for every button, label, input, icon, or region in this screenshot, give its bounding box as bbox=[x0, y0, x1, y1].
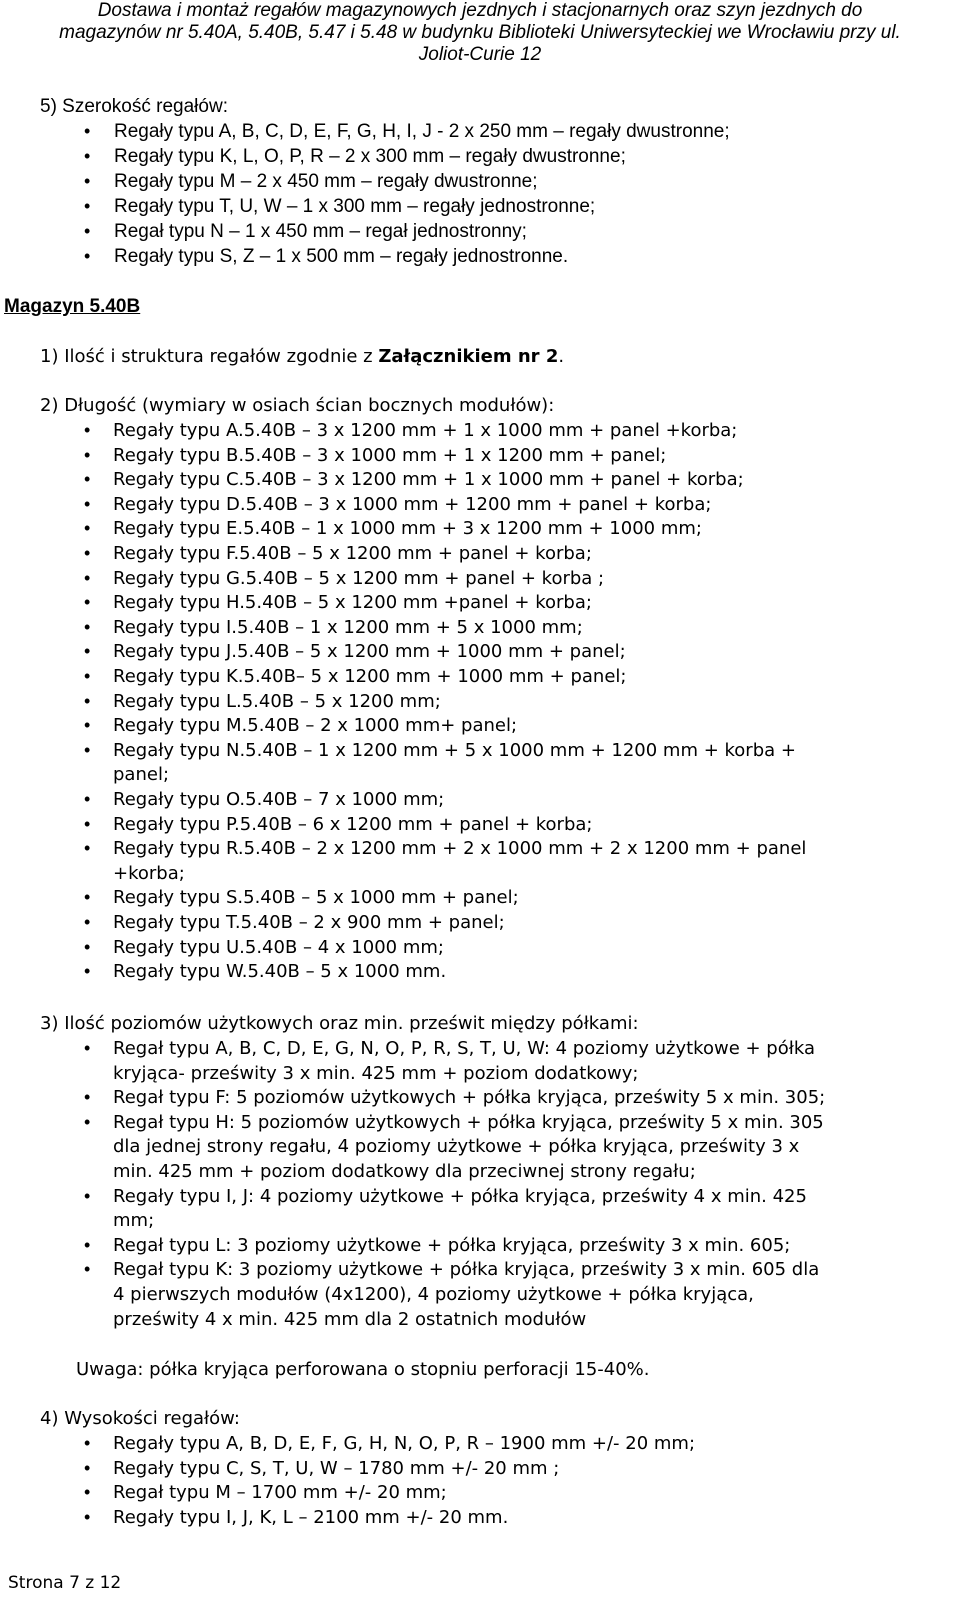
list-item: 4 pierwszych modułów (4x1200), 4 poziomy użytkowe + półka kryjąca, bbox=[113, 1284, 754, 1305]
bullet-icon: • bbox=[84, 789, 91, 809]
bullet-icon: • bbox=[84, 221, 91, 241]
list-item: Regały typu I, J: 4 poziomy użytkowe + półka kryjąca, prześwity 4 x min. 425 bbox=[113, 1185, 807, 1207]
bullet-icon: • bbox=[84, 1482, 91, 1503]
bullet-icon: • bbox=[84, 171, 91, 191]
bullet-icon: • bbox=[84, 1038, 91, 1058]
list-item: Regał typu K: 3 poziomy użytkowe + półka kryjąca, prześwity 3 x min. 605 dla bbox=[113, 1259, 820, 1281]
bullet-icon: • bbox=[84, 961, 91, 982]
list-item: Regały typu T.5.40B – 2 x 900 mm + panel; bbox=[113, 912, 505, 933]
list-item: Regały typu P.5.40B – 6 x 1200 mm + panel + korba; bbox=[113, 813, 593, 835]
list-item: Regały typu A.5.40B – 3 x 1200 mm + 1 x 1000 mm + panel +korba; bbox=[113, 420, 738, 441]
list-item: Regały typu G.5.40B – 5 x 1200 mm + panel + korba ; bbox=[113, 567, 605, 589]
list-item: Regały typu K, L, O, P, R – 2 x 300 mm – regały dwustronne; bbox=[114, 146, 626, 167]
bullet-icon: • bbox=[84, 616, 91, 637]
list-item: mm; bbox=[113, 1210, 155, 1232]
list-item: Regały typu A, B, C, D, E, F, G, H, I, J - 2 x 250 mm – regały dwustronne; bbox=[114, 121, 730, 142]
list-item: Regały typu M.5.40B – 2 x 1000 mm+ panel; bbox=[113, 715, 518, 737]
bullet-icon: • bbox=[84, 715, 91, 736]
list-item: Regały typu C.5.40B – 3 x 1200 mm + 1 x 1000 mm + panel + korba; bbox=[113, 469, 744, 491]
list-item: Regały typu K.5.40B– 5 x 1200 mm + 1000 mm + panel; bbox=[113, 666, 627, 687]
section-title: Magazyn 5.40B bbox=[4, 296, 141, 317]
bullet-icon: • bbox=[84, 641, 91, 662]
list-item: Regał typu L: 3 poziomy użytkowe + półka kryjąca, prześwity 3 x min. 605; bbox=[113, 1234, 791, 1256]
bullet-icon: • bbox=[84, 1185, 91, 1206]
document-header bbox=[0, 0, 960, 66]
bullet-icon: • bbox=[84, 1457, 91, 1478]
list-item: min. 425 mm + poziom dodatkowy dla przeciwnej strony regału; bbox=[113, 1161, 696, 1182]
header-line-1: Dostawa i montaż regałów magazynowych jezdnych i stacjonarnych oraz szyn jezdnych do bbox=[97, 0, 863, 21]
list-item: Regały typu A, B, D, E, F, G, H, N, O, P, R – 1900 mm +/- 20 mm; bbox=[113, 1433, 696, 1454]
list-item: Regały typu F.5.40B – 5 x 1200 mm + panel + korba; bbox=[113, 543, 592, 564]
bullet-icon: • bbox=[84, 1234, 91, 1255]
bullet-icon: • bbox=[84, 543, 91, 563]
bullet-icon: • bbox=[84, 1259, 91, 1280]
bullet-icon: • bbox=[84, 444, 91, 465]
bullet-icon: • bbox=[84, 936, 91, 957]
bullet-icon: • bbox=[84, 666, 91, 686]
bullet-icon: • bbox=[84, 1506, 91, 1527]
bullet-icon: • bbox=[84, 1111, 91, 1132]
bullet-icon: • bbox=[84, 912, 91, 932]
list-item: Regały typu S, Z – 1 x 500 mm – regały jednostronne. bbox=[114, 246, 569, 267]
bullet-icon: • bbox=[84, 567, 91, 588]
bullet-icon: • bbox=[84, 196, 91, 216]
list-item: Regały typu D.5.40B – 3 x 1000 mm + 1200 mm + panel + korba; bbox=[113, 493, 712, 515]
list-item: Regały typu S.5.40B – 5 x 1000 mm + panel; bbox=[113, 887, 519, 909]
header-line-2: magazynów nr 5.40A, 5.40B, 5.47 i 5.48 w budynku Biblioteki Uniwersyteckiej we Wrocławiu przy ul. bbox=[59, 22, 901, 43]
section-5-heading: 5) Szerokość regałów: bbox=[40, 96, 228, 117]
list-item: Regały typu U.5.40B – 4 x 1000 mm; bbox=[113, 936, 444, 958]
list-item: Regały typu W.5.40B – 5 x 1000 mm. bbox=[113, 961, 447, 983]
note-text: Uwaga: półka kryjąca perforowana o stopniu perforacji 15-40%. bbox=[76, 1359, 650, 1380]
bullet-icon: • bbox=[84, 146, 91, 166]
list-item: Regał typu H: 5 poziomów użytkowych + półka kryjąca, prześwity 5 x min. 305 bbox=[113, 1111, 824, 1133]
bullet-icon: • bbox=[84, 121, 91, 141]
section-4-heading: 4) Wysokości regałów: bbox=[40, 1408, 240, 1429]
list-item: Regały typu B.5.40B – 3 x 1000 mm + 1 x 1200 mm + panel; bbox=[113, 444, 667, 466]
numbered-item-2-heading: 2) Długość (wymiary w osiach ścian bocznych modułów): bbox=[40, 395, 555, 416]
bullet-icon: • bbox=[84, 493, 91, 514]
bullet-icon: • bbox=[84, 246, 91, 266]
bullet-icon: • bbox=[84, 420, 91, 440]
list-item: Regały typu C, S, T, U, W – 1780 mm +/- 20 mm ; bbox=[113, 1457, 560, 1479]
list-item: Regały typu L.5.40B – 5 x 1200 mm; bbox=[113, 690, 441, 712]
bullet-icon: • bbox=[84, 838, 91, 859]
list-item: panel; bbox=[113, 764, 170, 786]
list-item: Regał typu N – 1 x 450 mm – regał jednostronny; bbox=[114, 221, 527, 242]
header-line-3: Joliot-Curie 12 bbox=[418, 44, 542, 65]
bullet-icon: • bbox=[84, 518, 91, 539]
list-item: Regał typu F: 5 poziomów użytkowych + półka kryjąca, prześwity 5 x min. 305; bbox=[113, 1087, 826, 1109]
bullet-icon: • bbox=[84, 887, 91, 908]
list-item: Regał typu A, B, C, D, E, G, N, O, P, R, S, T, U, W: 4 poziomy użytkowe + półka bbox=[113, 1038, 815, 1059]
bullet-icon: • bbox=[84, 469, 91, 490]
list-item: Regały typu J.5.40B – 5 x 1200 mm + 1000 mm + panel; bbox=[113, 641, 626, 663]
bullet-icon: • bbox=[84, 1433, 91, 1453]
section-3-heading: 3) Ilość poziomów użytkowych oraz min. prześwit między półkami: bbox=[40, 1013, 639, 1034]
bullet-icon: • bbox=[84, 592, 91, 613]
list-item: kryjąca- prześwity 3 x min. 425 mm + poziom dodatkowy; bbox=[113, 1062, 639, 1084]
list-item: Regały typu H.5.40B – 5 x 1200 mm +panel + korba; bbox=[113, 592, 592, 614]
list-item: dla jednej strony regału, 4 poziomy użytkowe + półka kryjąca, prześwity 3 x bbox=[113, 1136, 800, 1158]
list-item: Regały typu O.5.40B – 7 x 1000 mm; bbox=[113, 789, 445, 810]
bullet-icon: • bbox=[84, 739, 91, 760]
list-item: Regał typu M – 1700 mm +/- 20 mm; bbox=[113, 1482, 447, 1504]
list-item: prześwity 4 x min. 425 mm dla 2 ostatnich modułów bbox=[113, 1308, 587, 1330]
numbered-item-1: 1) Ilość i struktura regałów zgodnie z Załącznikiem nr 2. bbox=[40, 346, 565, 367]
list-item: Regały typu I.5.40B – 1 x 1200 mm + 5 x 1000 mm; bbox=[113, 616, 583, 638]
list-item: Regały typu N.5.40B – 1 x 1200 mm + 5 x 1000 mm + 1200 mm + korba + bbox=[113, 739, 796, 761]
list-item: Regały typu R.5.40B – 2 x 1200 mm + 2 x 1000 mm + 2 x 1200 mm + panel bbox=[113, 838, 807, 860]
list-item: +korba; bbox=[113, 862, 185, 884]
bullet-icon: • bbox=[84, 813, 91, 834]
list-item: Regały typu M – 2 x 450 mm – regały dwustronne; bbox=[114, 171, 538, 192]
bullet-icon: • bbox=[84, 1087, 91, 1108]
page-number: Strona 7 z 12 bbox=[8, 1573, 122, 1593]
list-item: Regały typu T, U, W – 1 x 300 mm – regały jednostronne; bbox=[114, 196, 596, 217]
list-item: Regały typu E.5.40B – 1 x 1000 mm + 3 x 1200 mm + 1000 mm; bbox=[113, 518, 702, 540]
bullet-icon: • bbox=[84, 690, 91, 711]
list-item: Regały typu I, J, K, L – 2100 mm +/- 20 mm. bbox=[113, 1506, 509, 1528]
